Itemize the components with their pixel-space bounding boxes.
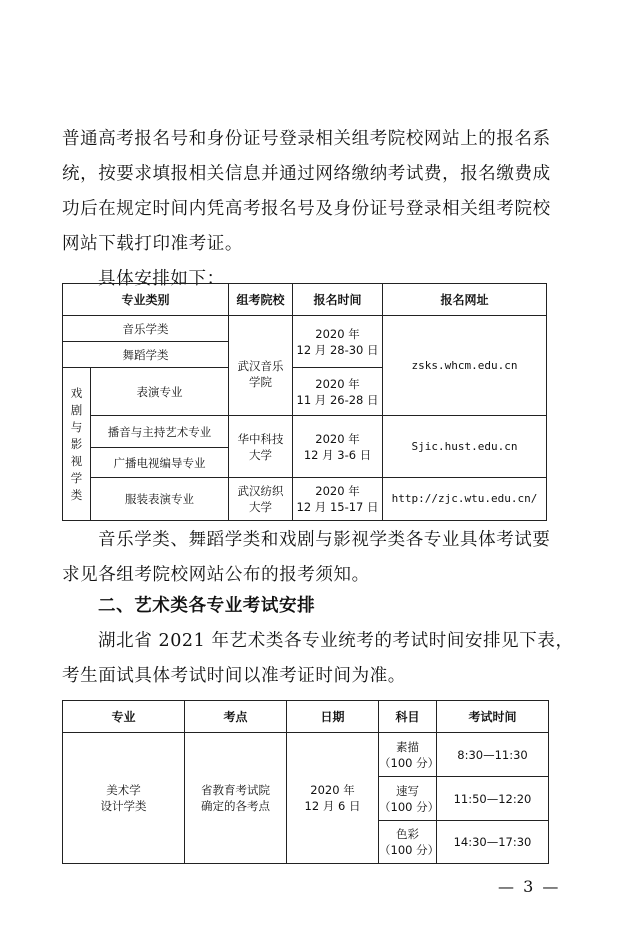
- header-major: 专业: [63, 701, 185, 733]
- subject-name: 素描: [396, 739, 419, 754]
- table-header-row: [63, 701, 549, 733]
- note-line: 音乐学类、舞蹈学类和戏剧与影视学类各专业具体考试要: [98, 530, 551, 550]
- registration-table: [62, 283, 547, 521]
- table-row: [63, 316, 547, 342]
- cell-subject-sketch: [379, 733, 440, 777]
- cell-fashion: 服装表演专业: [91, 478, 229, 521]
- intro-line: 普通高考报名号和身份证号登录相关组考院校网站上的报名系: [62, 129, 551, 149]
- note-line: 求见各组考院校网站公布的报考须知。: [62, 565, 370, 585]
- cell-broadcast: 播音与主持艺术专业: [91, 416, 229, 448]
- exam-schedule-table: [62, 700, 549, 864]
- table-row: [63, 416, 547, 448]
- cell-dance: 舞蹈学类: [63, 342, 229, 368]
- cell-directing: 广播电视编导专业: [91, 448, 229, 478]
- intro-line: 统，按要求填报相关信息并通过网络缴纳考试费，报名缴费成: [62, 164, 551, 184]
- subject-name: 速写: [396, 783, 419, 798]
- intro-line: 功后在规定时间内凭高考报名号及身份证号登录相关组考院校: [62, 199, 551, 219]
- header-date: 日期: [287, 701, 379, 733]
- cell-subject-color: [379, 821, 440, 864]
- cell-hust-school: [229, 416, 293, 478]
- section-heading: 二、艺术类各专业考试安排: [98, 596, 316, 616]
- cell-wtu-time: 2020 年 12 月 15-17 日: [293, 478, 383, 521]
- header-exam-time: 考试时间: [437, 701, 549, 733]
- hust-school-text: 华中科技大学: [237, 431, 284, 462]
- cell-music: 音乐学类: [63, 316, 229, 342]
- subject-score: （100 分）: [379, 799, 440, 814]
- table-row: [63, 733, 549, 777]
- intro-line: 网站下载打印准考证。: [62, 234, 243, 254]
- wtu-school-text: 武汉纺织大学: [237, 484, 284, 514]
- intro-paragraph: [62, 122, 562, 297]
- exam-intro-line: 考生面试具体考试时间以准考证时间为准。: [62, 666, 406, 686]
- cell-drama-category: [63, 368, 91, 521]
- note-paragraph: [62, 523, 562, 593]
- cell-time-color: 14:30—17:30: [437, 821, 549, 864]
- cell-acting: 表演专业: [91, 368, 229, 416]
- header-venue: 考点: [185, 701, 287, 733]
- cell-hust-url: Sjic.hust.edu.cn: [383, 416, 547, 478]
- header-reg-url: 报名网址: [383, 284, 547, 316]
- cell-hust-time: 2020 年 12 月 3-6 日: [293, 416, 383, 478]
- table-row: [63, 478, 547, 521]
- exam-intro-paragraph: [62, 624, 574, 694]
- header-subject: 科目: [379, 701, 437, 733]
- page-number: — 3 —: [498, 877, 561, 896]
- cell-whcm-time-2: 2020 年 11 月 26-28 日: [293, 368, 383, 416]
- cell-subject-speed-sketch: [379, 777, 440, 821]
- cell-time-speed-sketch: 11:50—12:20: [437, 777, 549, 821]
- cell-date: 2020 年 12 月 6 日: [287, 733, 379, 864]
- cell-wtu-school: [229, 478, 293, 521]
- drama-category-text: 戏剧与影视学类: [70, 385, 83, 502]
- cell-venue: 省教育考试院 确定的各考点: [185, 733, 287, 864]
- subject-name: 色彩: [396, 827, 419, 841]
- table-header-row: [63, 284, 547, 316]
- cell-whcm-url: zsks.whcm.edu.cn: [383, 316, 547, 416]
- header-school: 组考院校: [229, 284, 293, 316]
- exam-intro-line: 湖北省 2021 年艺术类各专业统考的考试时间安排见下表，: [98, 631, 574, 651]
- cell-major: 美术学 设计学类: [63, 733, 185, 864]
- header-major-category: 专业类别: [63, 284, 229, 316]
- cell-whcm-time-1: 2020 年 12 月 28-30 日: [293, 316, 383, 368]
- header-reg-time: 报名时间: [293, 284, 383, 316]
- subject-score: （100 分）: [379, 755, 440, 770]
- cell-time-sketch: 8:30—11:30: [437, 733, 549, 777]
- cell-whcm-school: [229, 316, 293, 416]
- whcm-school-text: 武汉音乐学院: [237, 358, 284, 389]
- subject-score: （100 分）: [379, 843, 440, 857]
- cell-wtu-url: http://zjc.wtu.edu.cn/: [383, 478, 547, 521]
- arrangement-lead: 具体安排如下：: [98, 269, 225, 289]
